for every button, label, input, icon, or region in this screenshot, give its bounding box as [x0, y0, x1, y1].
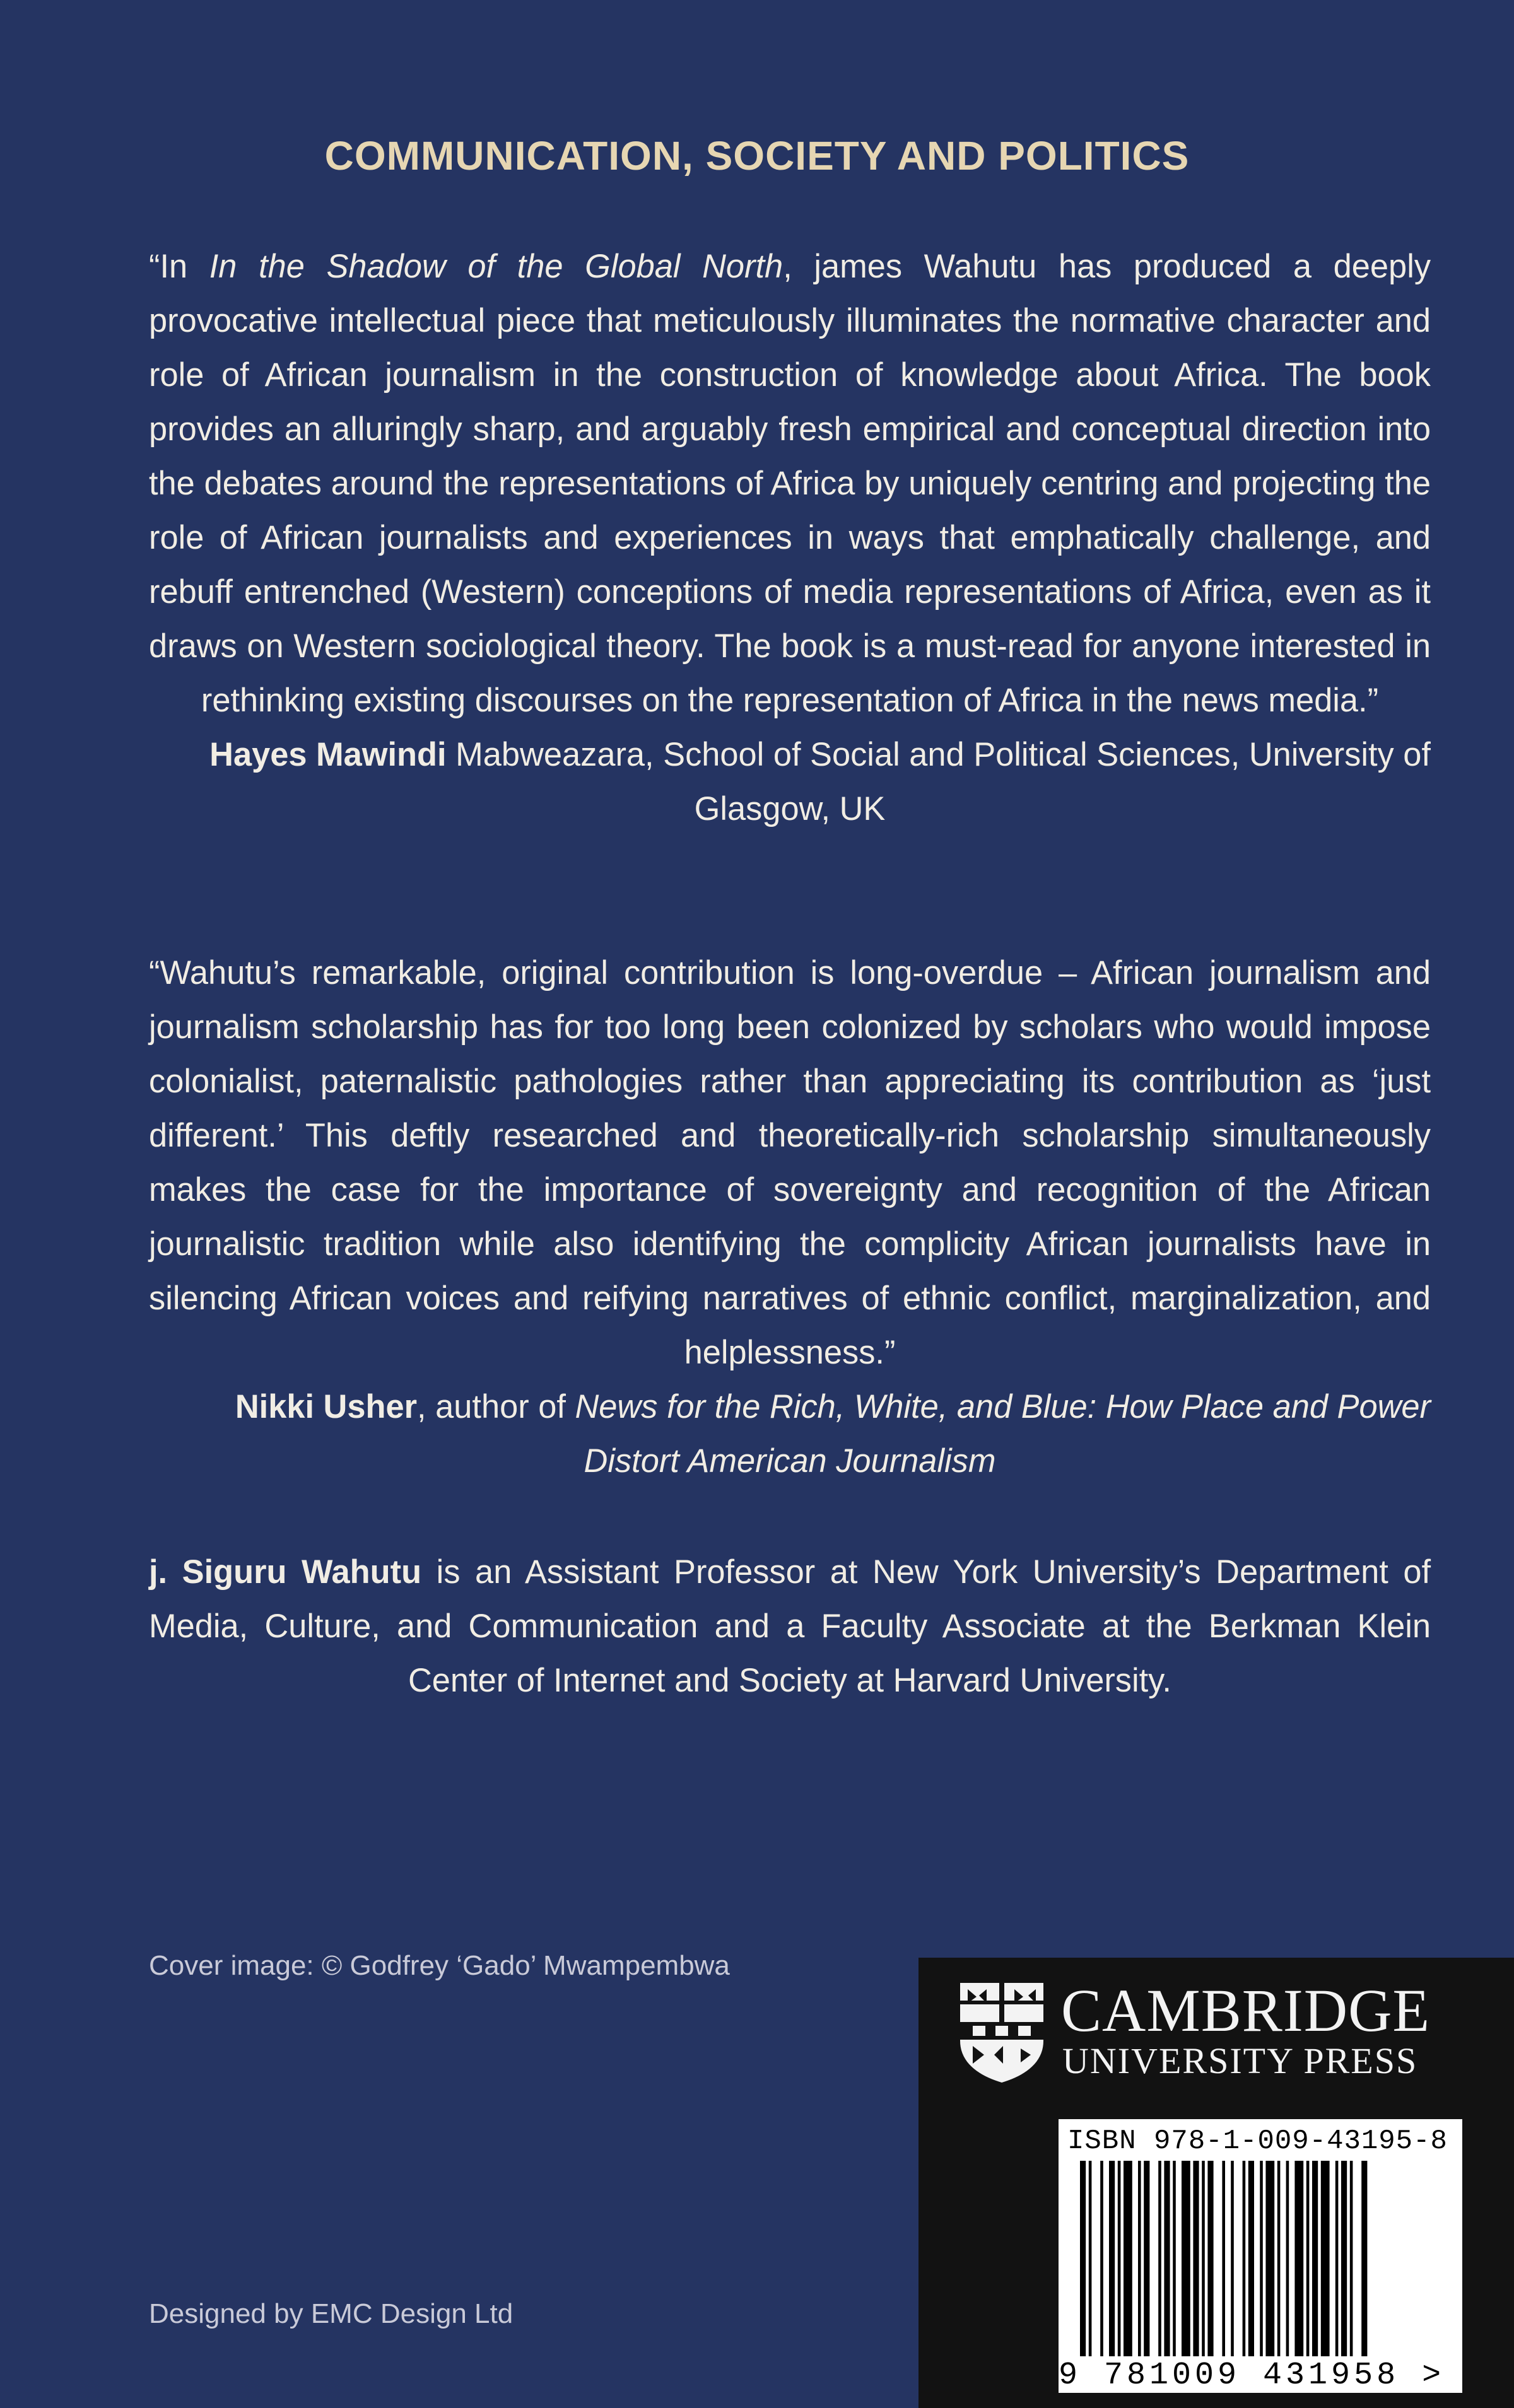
endorser-prefix: , author of: [417, 1388, 575, 1425]
endorser-affiliation: Mabweazara, School of Social and Political Sciences, University of Glasgow, UK: [446, 735, 1431, 827]
book-title: In the Shadow of the Global North: [209, 247, 783, 285]
barcode-bar: [1158, 2161, 1161, 2356]
cover-credit: Cover image: © Godfrey ‘Gado’ Mwampembwa: [149, 1950, 730, 1981]
author-bio-text: [149, 1545, 1431, 1708]
barcode-bar: [1164, 2161, 1170, 2356]
publisher-name: CAMBRIDGE: [1061, 1977, 1431, 2044]
barcode-bar: [1089, 2161, 1092, 2356]
barcode-bar: [1260, 2161, 1263, 2356]
publisher-subname: UNIVERSITY PRESS: [1062, 2040, 1418, 2081]
endorser-name: Hayes Mawindi: [209, 735, 447, 773]
barcode-bar: [1335, 2161, 1339, 2356]
barcode-bar: [1118, 2161, 1121, 2356]
isbn-barcode: [1059, 2119, 1462, 2393]
series-title: COMMUNICATION, SOCIETY AND POLITICS: [324, 133, 1190, 178]
publisher-panel: [918, 1958, 1514, 2408]
barcode-bar: [1182, 2161, 1190, 2356]
endorsement-1-text: , james Wahutu has produced a deeply provocative intellectual piece that meticulously illuminates the normative character and role of African journalism in the construction of knowledge about Africa. The book provides an alluringly sharp, and arguably fresh empirical and conceptual direction into the debates around the representations of Africa by uniquely centring and projecting the role of African journalists and experiences in ways that emphatically challenge, and rebuff entrenched (Western) conceptions of media representations of Africa, even as it draws on Western sociological theory. The book is a must-read for anyone interested in rethinking existing discourses on the representation of Africa in the news media.”: [149, 247, 1431, 719]
barcode-bar: [1222, 2161, 1225, 2356]
author-description: is an Assistant Professor at New York University’s Department of Media, Culture, and Communication and a Faculty Associate at the Berkman Klein Center of Internet and Society at Harvard University.: [149, 1553, 1431, 1699]
barcode-bar: [1321, 2161, 1330, 2356]
endorsement-2-quote: “Wahutu’s remarkable, original contribution is long-overdue – African journalism and journalism scholarship has for too long been colonized by scholars who would impose colonialist, paternalistic pathologies rather than appreciating its contribution as ‘just different.’ This deftly researched and theoretically-rich scholarship simultaneously makes the case for the importance of sovereignty and recognition of the African journalistic tradition while also identifying the complicity African journalists have in silencing African voices and reifying narratives of ethnic conflict, marginalization, and helplessness.”: [149, 954, 1431, 1371]
barcode-bar: [1306, 2161, 1310, 2356]
barcode-bar: [1265, 2161, 1274, 2356]
cambridge-crest-icon: [958, 1980, 1046, 2084]
endorsement-1: [149, 240, 1431, 836]
endorsement-2-attribution: [149, 1380, 1431, 1488]
barcode-bar: [1277, 2161, 1281, 2356]
barcode-bar: [1312, 2161, 1318, 2356]
barcode-bar: [1286, 2161, 1289, 2356]
quote-open: “In: [149, 247, 209, 285]
barcode-bar: [1144, 2161, 1149, 2356]
barcode-bar: [1173, 2161, 1176, 2356]
barcode-bar: [1231, 2161, 1234, 2356]
barcode-bar: [1350, 2161, 1353, 2356]
barcode-bar: [1207, 2161, 1213, 2356]
barcode-bar: [1341, 2161, 1347, 2356]
barcode-bar: [1109, 2161, 1115, 2356]
isbn-label: ISBN 978-1-009-43195-8: [1067, 2125, 1448, 2157]
barcode-bar: [1124, 2161, 1132, 2356]
barcode-bar: [1193, 2161, 1199, 2356]
barcode-bars: [1080, 2161, 1452, 2356]
barcode-bar: [1080, 2161, 1086, 2356]
barcode-bar: [1100, 2161, 1103, 2356]
design-credit: Designed by EMC Design Ltd: [149, 2298, 513, 2329]
barcode-bar: [1294, 2161, 1303, 2356]
barcode-bar: [1138, 2161, 1141, 2356]
barcode-bar: [1248, 2161, 1254, 2356]
endorsement-1-attribution: [149, 728, 1431, 836]
endorser-book: News for the Rich, White, and Blue: How Place and Power Distort American Journalism: [575, 1388, 1431, 1480]
isbn-digits: 9 781009 431958 >: [1059, 2358, 1445, 2393]
barcode-bar: [1243, 2161, 1246, 2356]
author-name: j. Siguru Wahutu: [149, 1553, 422, 1591]
barcode-bar: [1361, 2161, 1367, 2356]
endorser-name: Nikki Usher: [235, 1388, 418, 1425]
endorsement-2: [149, 946, 1431, 1488]
author-bio: [149, 1545, 1431, 1708]
endorsement-1-quote: [149, 240, 1431, 728]
barcode-bar: [1202, 2161, 1205, 2356]
